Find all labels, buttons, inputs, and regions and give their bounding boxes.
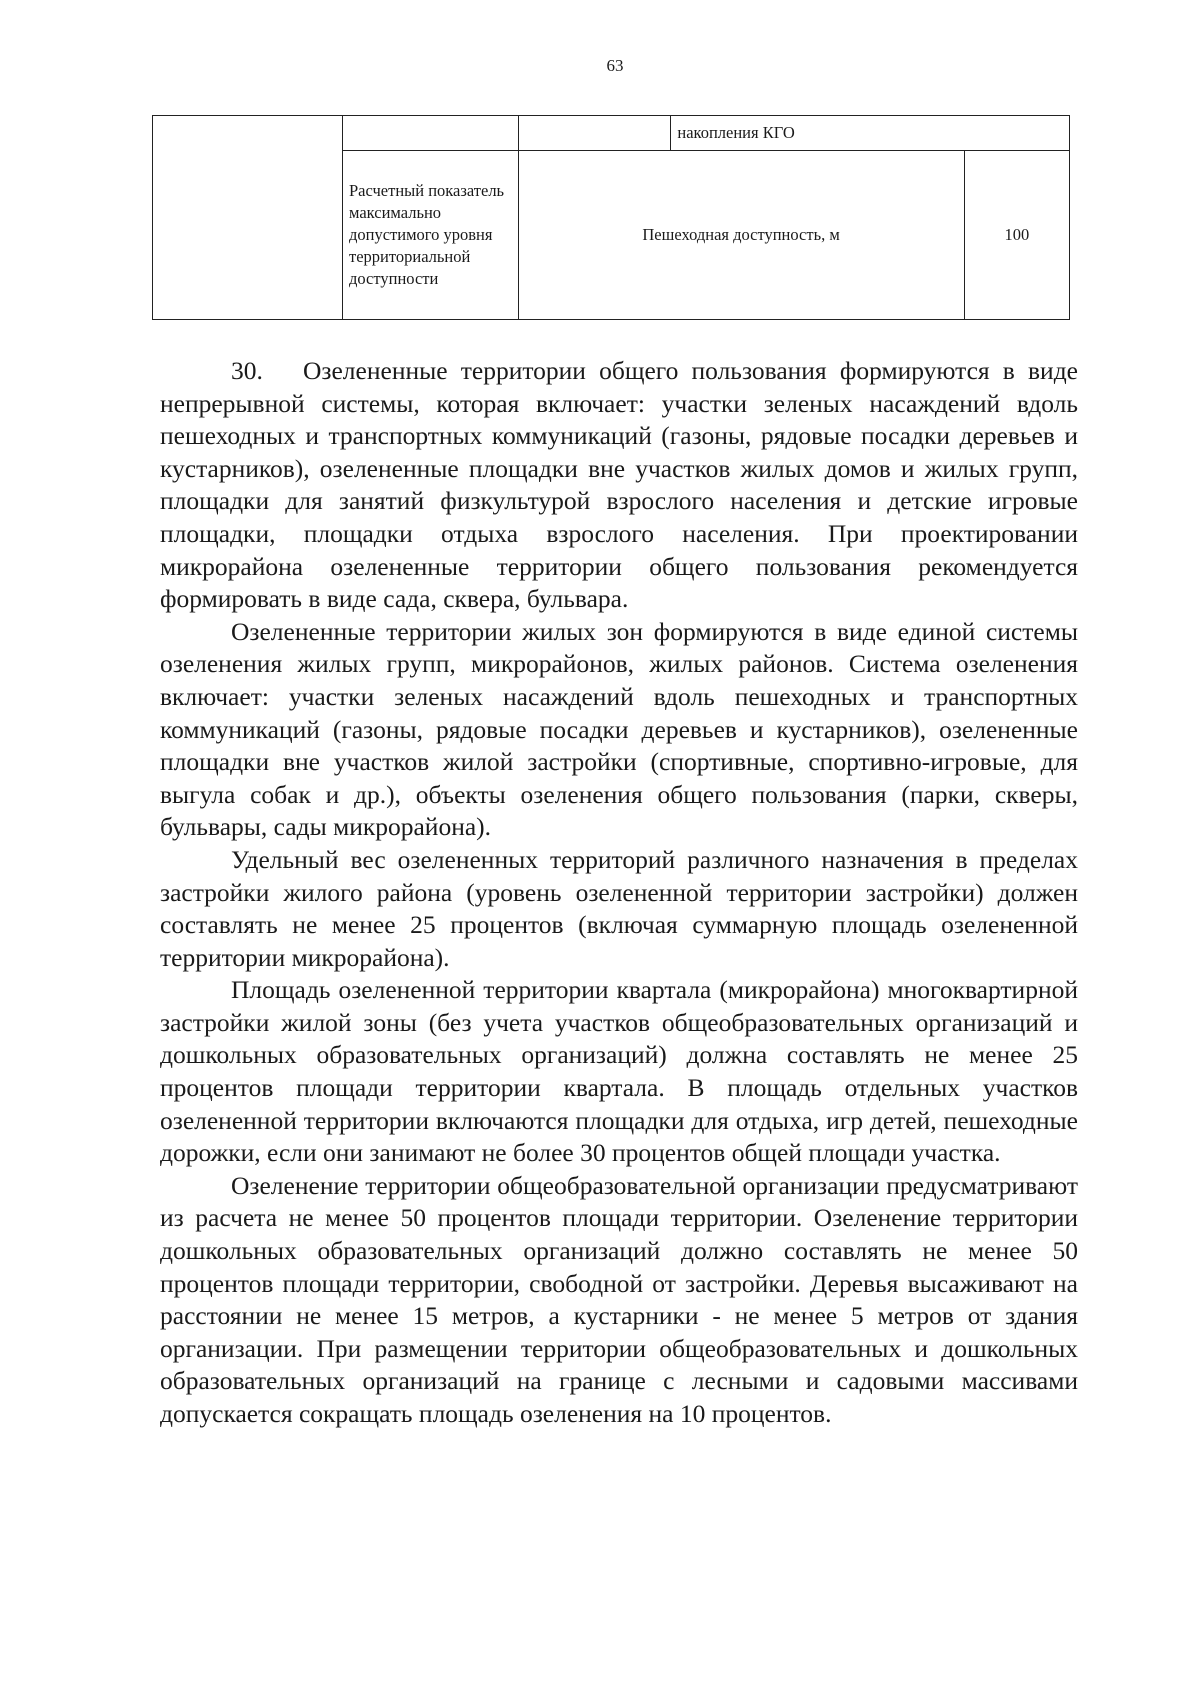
table-cell-kgo: накопления КГО	[671, 116, 1070, 151]
paragraph: Озеленение территории общеобразовательной организации предусматривают из расчета не менее 50 процентов площади территории. Озеленение территории дошкольных образовательных организаций должно составлять не менее 50 процентов площади территории, свободной от застройки. Деревья высаживают на расстоянии не менее 15 метров, а кустарники - не менее 5 метров от здания организации. При размещении территории общеобразовательных и дошкольных образовательных организаций на границе с лесными и садовыми массивами допускается сокращать площадь озеленения на 10 процентов.	[160, 1170, 1078, 1428]
page-number: 63	[606, 56, 624, 75]
table-cell-empty	[518, 116, 671, 151]
table-cell-indicator: Расчетный показатель максимально допустимого уровня территориальной доступности	[343, 151, 519, 320]
clause-number: 30.	[231, 356, 263, 385]
body-text	[160, 355, 1078, 1431]
table-row	[153, 116, 1070, 151]
table-cell-value: 100	[964, 151, 1069, 320]
paragraph: Озелененные территории жилых зон формируются в виде единой системы озеленения жилых групп, микрорайонов, жилых районов. Система озеленения включает: участки зеленых насаждений вдоль пешеходных и транспортных коммуникаций (газоны, рядовые посадки деревьев и кустарников), озелененные площадки вне участков жилой застройки (спортивные, спортивно-игровые, для выгула собак и др.), объекты озеленения общего пользования (парки, скверы, бульвары, сады микрорайона).	[160, 616, 1078, 842]
norms-table	[152, 115, 1070, 320]
paragraph	[160, 355, 1078, 616]
table-cell-empty	[153, 116, 343, 320]
paragraph: Удельный вес озелененных территорий различного назначения в пределах застройки жилого района (уровень озелененной территории застройки) должен составлять не менее 25 процентов (включая суммарную площадь озелененной территории микрорайона).	[160, 844, 1078, 972]
table-cell-empty	[343, 116, 519, 151]
paragraph: Площадь озелененной территории квартала (микрорайона) многоквартирной застройки жилой зоны (без учета участков общеобразовательных организаций и дошкольных образовательных организаций) должна составлять не менее 25 процентов площади территории квартала. В площадь отдельных участков озелененной территории включаются площадки для отдыха, игр детей, пешеходные дорожки, если они занимают не более 30 процентов общей площади участка.	[160, 975, 1078, 1168]
table-cell-parameter: Пешеходная доступность, м	[518, 151, 964, 320]
paragraph-text: Озелененные территории общего пользования формируются в виде непрерывной системы, которая включает: участки зеленых насаждений вдоль пешеходных и транспортных коммуникаций (газоны, рядовые посадки деревьев и кустарников), озелененные площадки вне участков жилых домов и жилых групп, площадки для занятий физкультурой взрослого населения и детские игровые площадки, площадки отдыха взрослого населения. При проектировании микрорайона озелененные территории общего пользования рекомендуется формировать в виде сада, сквера, бульвара.	[160, 356, 1078, 614]
